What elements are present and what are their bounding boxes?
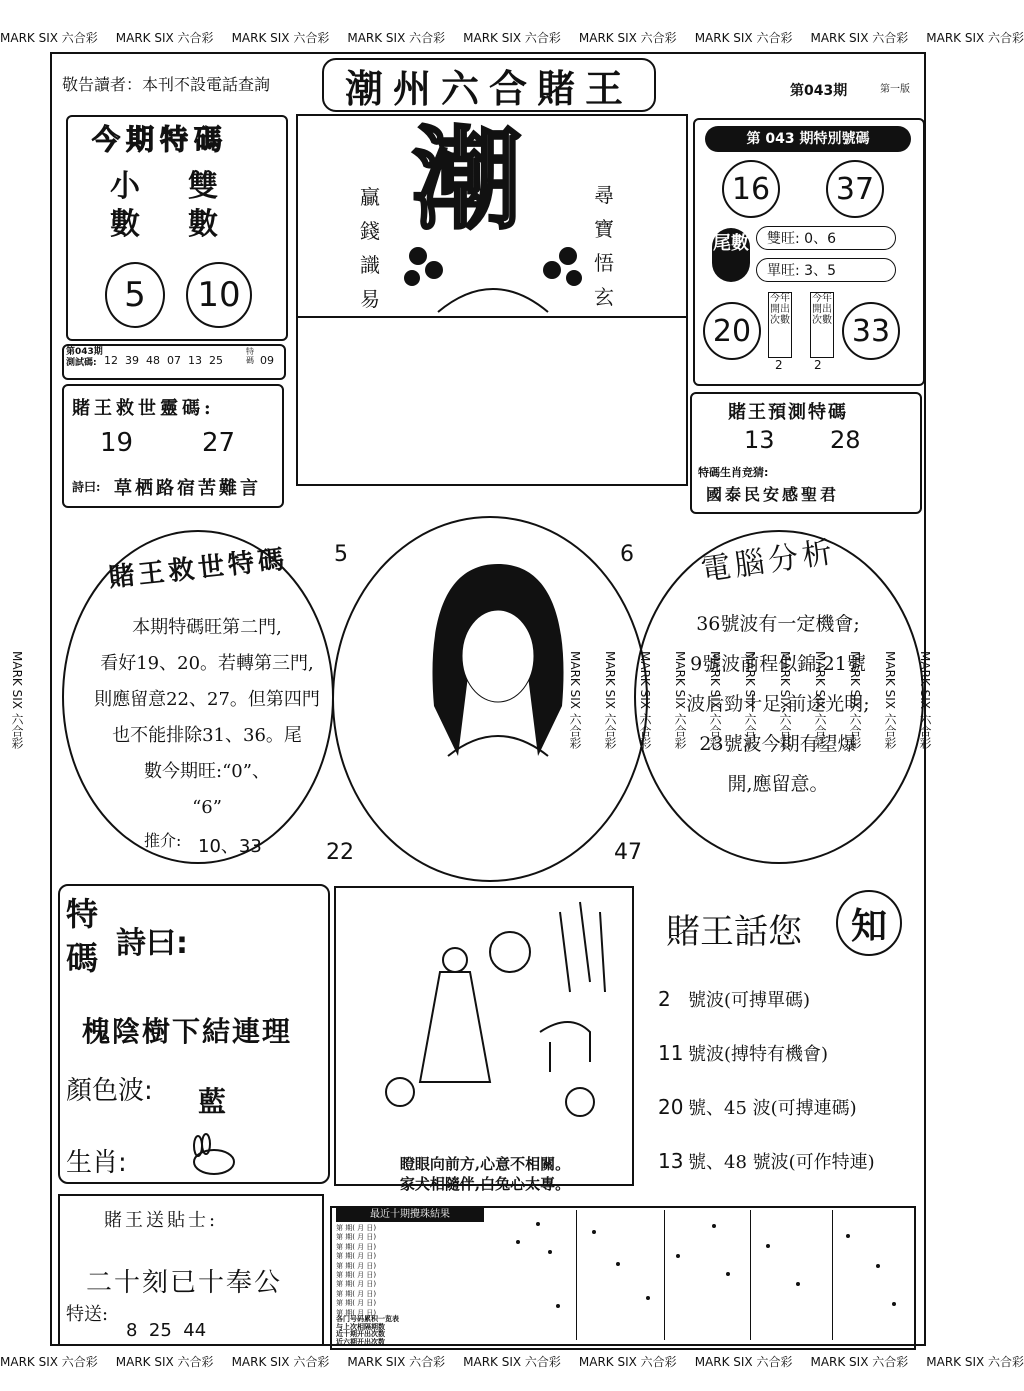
center-number-47: 47 — [614, 840, 642, 865]
border-bottom: MARK SIX 六合彩 MARK SIX 六合彩 MARK SIX 六合彩 MARK SIX 六合彩 MARK SIX 六合彩 MARK SIX 六合彩 MARK SIX 六合彩 MARK SIX 六合彩 MARK SIX 六合彩 — [0, 1354, 1024, 1369]
special-number-1: 5 — [105, 262, 165, 328]
border-right: MARK SIX 六合彩 MARK SIX 六合彩 MARK SIX 六合彩 MARK SIX 六合彩 MARK SIX 六合彩 MARK SIX 六合彩 MARK SIX 六合彩 MARK SIX 六合彩 MARK SIX 六合彩 MARK SIX 六合彩 MARK SIX 六合彩 — [568, 651, 932, 749]
tells-item: 20 號、45 波(可搏連碼) — [658, 1095, 857, 1119]
grid-mark — [616, 1262, 620, 1266]
grid-mark — [766, 1244, 770, 1248]
poem-text: 槐陰樹下結連理 — [82, 1015, 293, 1048]
predict-zodiac: 國泰民安感聖君 — [706, 485, 840, 504]
tips-send-label: 特送: — [66, 1304, 109, 1325]
rabbit-icon — [186, 1134, 240, 1176]
special-numbers-title: 第 043 期特別號碼 — [705, 126, 911, 152]
poem-special: 特碼 — [66, 895, 99, 977]
grid-divider — [664, 1210, 665, 1340]
rescue-text: 本期特碼旺第二門, 看好19、20。若轉第三門, 則應留意22、27。但第四門 也不能排除31、36。尾 數今期旺:“0”、 “6” — [94, 617, 320, 818]
predict-zodiac-label: 特碼生肖竞猜: — [698, 466, 769, 479]
tail-single: 單旺: 3、5 — [756, 258, 896, 282]
zodiac-label: 生肖: — [66, 1148, 127, 1178]
tells-item: 11 號波(搏特有機會) — [658, 1041, 829, 1065]
rescue-title: 賭王救世特碼 — [107, 544, 290, 594]
count-col-1: 今年開出次數 — [768, 292, 792, 358]
border-left: MARK SIX 六合彩 — [10, 651, 24, 749]
count-2: 2 — [814, 358, 822, 372]
grid-mark — [846, 1234, 850, 1238]
center-number-6: 6 — [620, 542, 634, 567]
grid-divider — [750, 1210, 751, 1340]
grid-divider — [832, 1210, 833, 1340]
grid-mark — [592, 1230, 596, 1234]
rescue-recommend: 10、33 — [198, 836, 262, 857]
grid-mark — [548, 1250, 552, 1254]
tail-double: 雙旺: 0、6 — [756, 226, 896, 250]
center-number-5: 5 — [334, 542, 348, 567]
grid-mark — [726, 1272, 730, 1276]
logo-divider — [296, 316, 686, 318]
tips-send-numbers: 8 25 44 — [126, 1320, 207, 1341]
poem-label: 詩曰: — [116, 926, 188, 961]
tells-mark: 知 — [836, 890, 902, 956]
edition: 第一版 — [880, 84, 910, 95]
predict-number-1: 13 — [744, 426, 775, 454]
tells-item: 13 號、48 號波(可作特連) — [658, 1149, 875, 1173]
count-1: 2 — [775, 358, 783, 372]
results-rows: 第 期( 月 日) 第 期( 月 日) 第 期( 月 日) 第 期( 月 日) 第 期( 月 日) 第 期( 月 日) 第 期( 月 日) 第 期( 月 日) 第 期( 月 日) 第 期( 月 日) — [336, 1224, 377, 1317]
picture-caption: 瞪眼向前方,心意不相關。 家犬相隨伴,白兔心太專。 — [399, 1155, 571, 1193]
label-even: 雙數 — [188, 169, 218, 242]
grid-mark — [676, 1254, 680, 1258]
picture-illustration — [340, 892, 624, 1142]
tips-title: 賭王送貼士: — [104, 1210, 219, 1231]
results-grid — [496, 1210, 908, 1340]
spirit-number-1: 19 — [100, 428, 134, 458]
border-top: MARK SIX 六合彩 MARK SIX 六合彩 MARK SIX 六合彩 MARK SIX 六合彩 MARK SIX 六合彩 MARK SIX 六合彩 MARK SIX 六合彩 MARK SIX 六合彩 MARK SIX 六合彩 — [0, 30, 1024, 45]
grid-mark — [796, 1282, 800, 1286]
test-code-special: 09 — [260, 354, 274, 367]
tells-list — [658, 972, 920, 1188]
special-number-2: 10 — [186, 262, 252, 328]
grid-mark — [536, 1222, 540, 1226]
special-top-2: 37 — [826, 160, 884, 218]
page-title: 潮州六合賭王 — [344, 65, 633, 111]
logo-left-text: 贏錢識易 — [360, 185, 380, 311]
tells-title: 賭王話您 — [666, 912, 802, 952]
issue-number: 第043期 — [790, 83, 848, 99]
center-number-22: 22 — [326, 840, 354, 865]
color-label: 顏色波: — [66, 1076, 153, 1106]
grid-mark — [712, 1224, 716, 1228]
results-footer: 各门号码累积一览表 与上次相隔期数 近十期开出次数 近六期开出次数 — [336, 1315, 399, 1346]
results-title: 最近十期攪珠結果 — [336, 1208, 484, 1222]
rescue-recommend-label: 推介: — [144, 831, 182, 850]
special-code-title: 今期特碼 — [92, 123, 229, 156]
test-code-label: 第043期 測試碼: — [66, 347, 103, 368]
logo-char: 潮 — [412, 115, 522, 244]
special-bottom-1: 20 — [703, 302, 761, 360]
portrait-image — [398, 556, 598, 766]
spirit-number-2: 27 — [202, 428, 236, 458]
color-value: 藍 — [198, 1085, 227, 1118]
computer-text: 36號波有一定機會; 9號波前程似錦;21號 波后勁十足,前途光明; 23號波今期有望爆 開,應留意。 — [686, 613, 870, 795]
tells-item: 2 號波(可搏單碼) — [658, 987, 811, 1011]
spirit-poem-label: 詩曰: — [72, 480, 101, 494]
spirit-code-title: 賭王救世靈碼: — [72, 398, 215, 419]
special-top-1: 16 — [722, 160, 780, 218]
logo-right-text: 尋寶悟玄 — [594, 183, 614, 309]
grid-mark — [892, 1302, 896, 1306]
grid-divider — [576, 1210, 577, 1340]
grid-mark — [556, 1304, 560, 1308]
grid-mark — [876, 1264, 880, 1268]
label-small: 小數 — [110, 169, 140, 242]
predict-title: 賭王預測特碼 — [728, 402, 848, 423]
grid-mark — [646, 1296, 650, 1300]
notice-text: 敬告讀者：本刊不設電話查詢 — [62, 75, 271, 94]
count-col-2: 今年開出次數 — [810, 292, 834, 358]
grid-mark — [516, 1240, 520, 1244]
predict-number-2: 28 — [830, 426, 861, 454]
tail-label: 尾數 — [712, 228, 750, 282]
logo-wreath — [398, 226, 588, 316]
header-title-box — [322, 58, 656, 112]
tips-phrase: 二十刻已十奉公 — [86, 1268, 283, 1298]
spirit-poem: 草栖路宿苦難言 — [114, 478, 261, 499]
special-bottom-2: 33 — [842, 302, 900, 360]
computer-title: 電腦分析 — [698, 534, 839, 589]
test-code-numbers: 12 39 48 07 13 25 — [104, 354, 223, 367]
test-code-special-label: 特碼 — [246, 347, 254, 365]
